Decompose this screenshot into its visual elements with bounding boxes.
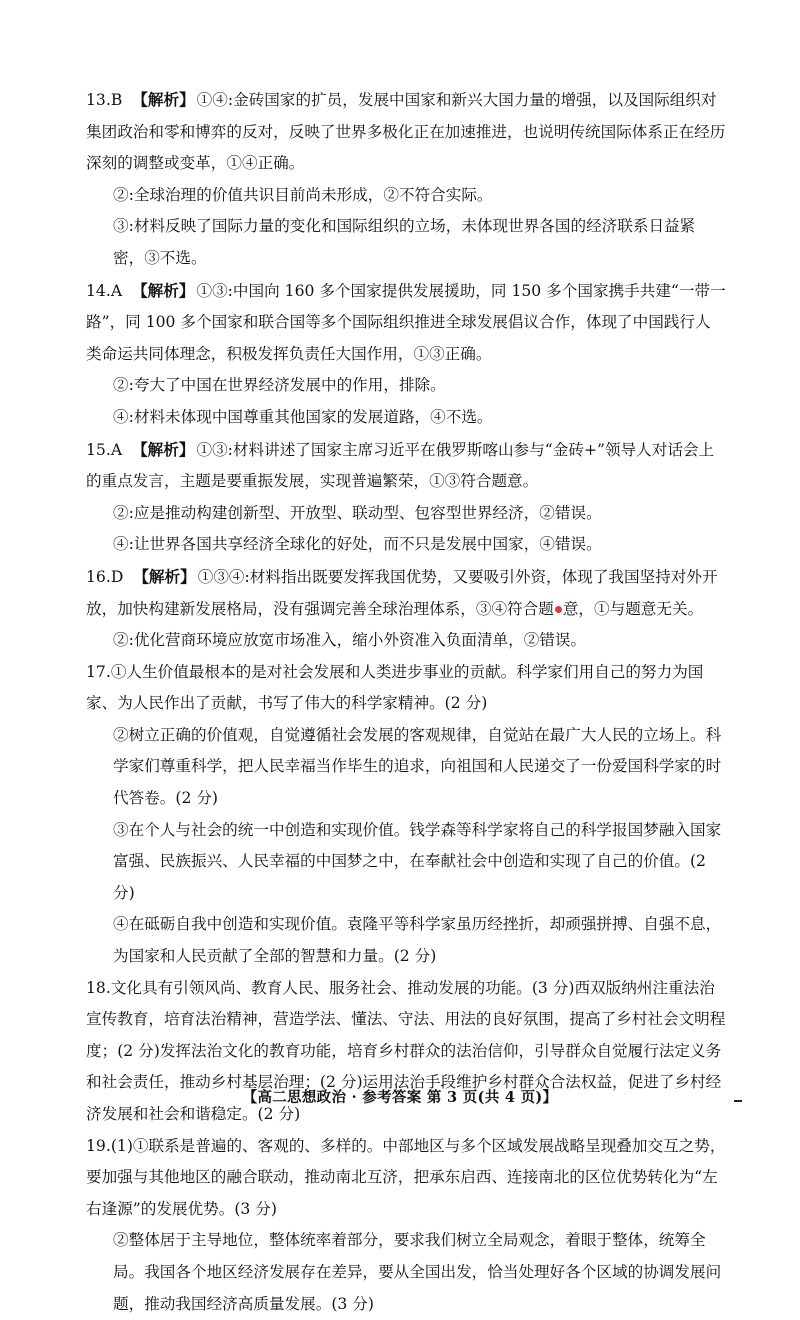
q16-first-paragraph: [86, 561, 726, 625]
q16-analysis-label: 【解析】: [133, 566, 196, 586]
q15-analysis-label: 【解析】: [132, 439, 195, 459]
q16-choice: D: [110, 567, 124, 586]
q19-number: 19.: [86, 1136, 111, 1155]
q16-p1b: 意，①与题意无关。: [562, 599, 704, 618]
q13-first-paragraph: [86, 84, 726, 180]
q17-p1: ①人生价值最根本的是对社会发展和人类进步事业的贡献。科学家们用自己的努力为国家、为人民作出了贡献，书写了伟大的科学家精神。(2 分): [86, 662, 704, 713]
q13-choice: B: [110, 91, 123, 109]
q13-p3: ③:材料反映了国际力量的变化和国际组织的立场，未体现世界各国的经济联系日益紧密，③不选。: [113, 217, 696, 267]
q15-choice: A: [110, 440, 123, 459]
q13-analysis-label: 【解析】: [132, 90, 195, 109]
q14-analysis-label: 【解析】: [132, 280, 195, 300]
q15-first-paragraph: [86, 434, 726, 498]
q16-p1a: ①③④:材料指出既要发挥我国优势，又要吸引外资，体现了我国坚持对外开放，加快构建新发展格局，没有强调完善全球治理体系，③④符合题: [86, 567, 718, 618]
q14-p3: ④:材料未体现中国尊重其他国家的发展道路，④不选。: [113, 407, 493, 426]
q17-p4: ④在砥砺自我中创造和实现价值。袁隆平等科学家虽历经挫折，却顽强拼搏、自强不息，为国家和人民贡献了全部的智慧和力量。(2 分): [113, 915, 722, 966]
q15-p1: ①③:材料讲述了国家主席习近平在俄罗斯喀山参与“金砖+”领导人对话会上的重点发言，主题是要重振发展，实现普遍繁荣，①③符合题意。: [86, 440, 715, 491]
q17-number: 17.: [86, 662, 111, 681]
q14-p2: ②:夸大了中国在世界经济发展中的作用，排除。: [113, 376, 446, 395]
q14-choice: A: [110, 281, 123, 300]
answer-page: [86, 84, 726, 1320]
page-footer: 【高二思想政治 · 参考答案 第 3 页(共 4 页)】: [242, 1089, 558, 1106]
q14-first-paragraph: [86, 275, 726, 371]
q13-p1: ①④:金砖国家的扩员，发展中国家和新兴大国力量的增强，以及国际组织对集团政治和零和博弈的反对，反映了世界多极化正在加速推进，也说明传统国际体系正在经历深刻的调整或变革，①④正确。: [86, 91, 726, 173]
q17-p3: ③在个人与社会的统一中创造和实现价值。钱学森等科学家将自己的科学报国梦融入国家富强、民族振兴、人民幸福的中国梦之中，在奉献社会中创造和实现了自己的价值。(2 分): [113, 820, 722, 902]
q17-first-paragraph: [86, 657, 726, 720]
q14-p1: ①③:中国向 160 多个国家提供发展援助，同 150 多个国家携手共建“一带一路”，同 100 多个国家和联合国等多个国际组织推进全球发展倡议合作，体现了中国践行人类命运共同体理念，积极发挥负责任大国作用，①③正确。: [86, 281, 726, 363]
q14-number: 14.: [86, 281, 111, 300]
q16-p2: ②:优化营商环境应放宽市场准入，缩小外资准入负面清单，②错误。: [113, 631, 587, 650]
q19-p1: (1)①联系是普遍的、客观的、多样的。中部地区与多个区域发展战略呈现叠加交互之势，要加强与其他地区的融合联动，推动南北互济，把承东启西、连接南北的区位优势转化为“左右逢源”的发展优势。(3 分): [86, 1136, 726, 1218]
q15-p3: ④:让世界各国共享经济全球化的好处，而不只是发展中国家，④错误。: [113, 535, 602, 554]
q13-p2: ②:全球治理的价值共识目前尚未形成，②不符合实际。: [113, 185, 493, 204]
q19-p2: ②整体居于主导地位，整体统率着部分，要求我们树立全局观念，着眼于整体，统筹全局。我国各个地区经济发展存在差异，要从全国出发，恰当处理好各个区域的协调发展问题，推动我国经济高质量发展。(3 分): [113, 1231, 722, 1313]
q19-first-paragraph: [86, 1131, 726, 1226]
q18-p1: 文化具有引领风尚、教育人民、服务社会、推动发展的功能。(3 分)西双版纳州注重法治宣传教育，培育法治精神，营造学法、懂法、守法、用法的良好氛围，提高了乡村社会文明程度；(2 分)发挥法治文化的教育功能，培育乡村群众的法治信仰，引导群众自觉履行法定义务和社会责任，推动乡村基层治理；(2 分)运用法治手段维护乡村群众合法权益，促进了乡村经济发展和社会和谐稳定。(2 分): [86, 978, 726, 1123]
q18-number: 18.: [86, 978, 111, 997]
q15-p2: ②:应是推动构建创新型、开放型、联动型、包容型世界经济，②错误。: [113, 503, 602, 522]
red-ink-mark: [555, 606, 562, 613]
q15-number: 15.: [86, 440, 111, 459]
q13-number: 13.: [86, 91, 111, 109]
corner-mark: [734, 1100, 742, 1102]
q16-number: 16.: [86, 567, 111, 586]
q17-p2: ②树立正确的价值观，自觉遵循社会发展的客观规律，自觉站在最广大人民的立场上。科学家们尊重科学，把人民幸福当作毕生的追求，向祖国和人民递交了一份爱国科学家的时代答卷。(2 分): [113, 725, 722, 808]
